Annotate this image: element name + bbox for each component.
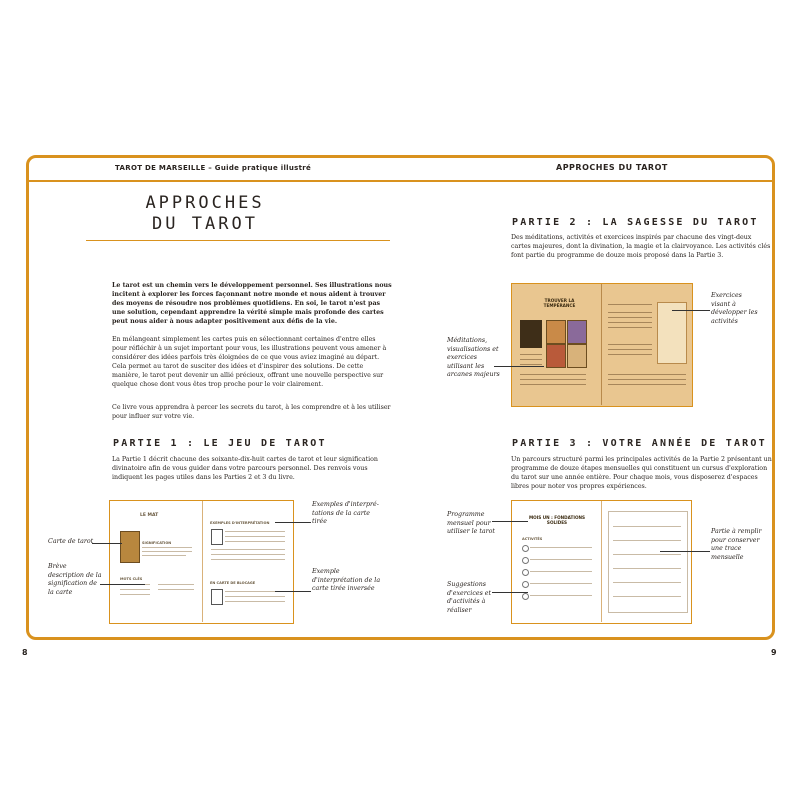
title-line-2: DU TAROT (152, 214, 258, 234)
preview-line (613, 596, 681, 597)
preview-sub-4: EN CARTE DE BLOCAGE (210, 581, 256, 585)
preview-line (142, 551, 192, 552)
partie2-heading: PARTIE 2 : LA SAGESSE DU TAROT (512, 217, 759, 228)
partie3-page-preview (511, 500, 692, 624)
preview-line (520, 359, 542, 360)
preview-line (225, 536, 285, 537)
preview-card-title: LE MAT (140, 513, 159, 518)
preview-line (225, 541, 285, 542)
preview-form (608, 511, 688, 613)
preview-line (120, 594, 150, 595)
preview-line (608, 384, 686, 385)
preview-line (613, 554, 681, 555)
preview-card-image (546, 320, 566, 344)
preview-section-title: TROUVER LA TEMPÉRANCE (543, 298, 576, 308)
note-examples-leader (275, 522, 311, 523)
page-number-right: 9 (771, 648, 777, 657)
preview-line (120, 589, 150, 590)
intro-paragraph-2: Ce livre vous apprendra à percer les secrets du tarot, à les comprendre et à les utiliser pour influer sur votre vie. (112, 404, 391, 420)
partie3-text: Un parcours structuré parmi les principales activités de la Partie 2 présentant un programme de douze étapes mensuelles qui constituent un cursus d'exploration du tarot sur une année entière. Pour chaque mois, vous disposerez d'espaces libres pour noter vos propres expériences. (511, 456, 772, 490)
preview-line (142, 547, 192, 548)
preview-card-image (120, 531, 140, 563)
preview-month-title: MOIS UN : FONDATIONS SOLIDES (528, 515, 586, 525)
preview-line (225, 531, 285, 532)
preview-sub-3: MOTS CLÉS (120, 577, 143, 581)
header-rule (28, 180, 773, 182)
header-left: TAROT DE MARSEILLE – Guide pratique illustré (115, 164, 312, 172)
preview-line (608, 374, 686, 375)
note-inverse-leader (275, 591, 311, 592)
intro-paragraph-1: En mélangeant simplement les cartes puis en sélectionnant certaines d'entre elles pour réfléchir à un sujet important pour vous, les illustrations peuvent vous amener à considérer des idées parfois très éloignées de ce que vous aviez imaginé au départ. Cela permet au tarot de susciter des idées et d'inspirer des solutions. De cette manière, le tarot peut devenir un allié précieux, offrant une nouvelle perspective sur quelque chose dont vous êtes trop proche pour le voir clairement. (112, 336, 387, 388)
preview-line (142, 555, 186, 556)
preview-gutter (601, 501, 602, 622)
note-fill-leader (660, 551, 710, 552)
preview-bullet (522, 593, 529, 600)
preview-line (613, 526, 681, 527)
preview-card-small (211, 529, 223, 545)
preview-gutter (601, 284, 602, 405)
preview-line (613, 582, 681, 583)
note-inverse: Exemple d'interprétation de la carte tirée inversée (312, 568, 381, 592)
preview-line (608, 344, 652, 345)
note-exercises: Exercices visant à développer les activités (711, 292, 758, 325)
preview-line (520, 379, 586, 380)
preview-card-image (546, 344, 566, 368)
preview-line (608, 312, 652, 313)
note-program: Programme mensuel pour utiliser le tarot (447, 511, 495, 535)
preview-line (608, 322, 652, 323)
preview-gutter (202, 501, 203, 622)
preview-line (211, 554, 285, 555)
preview-line (613, 540, 681, 541)
preview-activities: ACTIVITÉS (522, 537, 543, 541)
preview-sub-1: SIGNIFICATION (142, 541, 172, 545)
preview-line (530, 547, 592, 548)
partie1-text: La Partie 1 décrit chacune des soixante-dix-huit cartes de tarot et leur signification divinatoire afin de vous guider dans votre parcours personnel. Des renvois vous indiquent les pages utiles dans les Parties 2 et 3 du livre. (112, 456, 378, 481)
preview-line (608, 317, 652, 318)
preview-line (520, 354, 542, 355)
note-suggestions-leader (492, 592, 528, 593)
preview-line (608, 349, 652, 350)
preview-line (530, 595, 592, 596)
preview-dark-block (520, 320, 542, 348)
note-brief: Brève description de la signification de la carte (48, 563, 102, 596)
title-rule (86, 240, 390, 241)
preview-line (608, 379, 686, 380)
page-number-left: 8 (22, 648, 28, 657)
preview-sub-2: EXEMPLES D'INTERPRÉTATION (210, 521, 270, 525)
preview-line (520, 364, 542, 365)
note-fill: Partie à remplir pour conserver une trace mensuelle (711, 528, 762, 561)
preview-bullet (522, 581, 529, 588)
preview-sidebar-box (657, 302, 687, 364)
note-meditations-leader (494, 366, 544, 367)
note-exercises-leader (672, 310, 710, 311)
preview-bullet (522, 569, 529, 576)
preview-bullet (522, 557, 529, 564)
preview-line (608, 327, 652, 328)
note-card: Carte de tarot (48, 538, 94, 545)
partie1-page-preview (109, 500, 294, 624)
preview-line (225, 596, 285, 597)
intro-lead: Le tarot est un chemin vers le développement personnel. Ses illustrations nous incitent à explorer les forces façonnant notre monde et nous aident à trouver des moyens de résoudre nos problèmes quotidiens. En soi, le tarot n'est pas une solution, cependant apprendre la vérité simple mais profonde des cartes peut nous aider à nous adapter positivement aux défis de la vie. (112, 282, 392, 325)
partie1-heading: PARTIE 1 : LE JEU DE TAROT (113, 438, 327, 449)
preview-line (158, 584, 194, 585)
preview-card-image (567, 320, 587, 344)
preview-line (211, 549, 285, 550)
partie3-heading: PARTIE 3 : VOTRE ANNÉE DE TAROT (512, 438, 767, 449)
preview-line (520, 384, 586, 385)
preview-line (530, 583, 592, 584)
note-suggestions: Suggestions d'exercices et d'activités à réaliser (447, 581, 492, 614)
preview-line (211, 559, 285, 560)
partie2-text: Des méditations, activités et exercices inspirés par chacune des vingt-deux cartes majeures, dont la divination, la magie et la clairvoyance. Les activités clés font partie du programme de douze mois proposé dans la Partie 3. (511, 234, 771, 259)
preview-line (225, 601, 285, 602)
preview-line (608, 354, 652, 355)
note-card-leader (92, 543, 122, 544)
page-title (110, 193, 300, 235)
note-meditations: Méditations, visualisations et exercices utilisant les arcanes majeurs (447, 337, 500, 378)
preview-line (613, 568, 681, 569)
note-brief-leader (100, 584, 145, 585)
note-examples: Exemples d'interpré-tations de la carte tirée (312, 501, 379, 525)
preview-bullet (522, 545, 529, 552)
partie2-page-preview (511, 283, 693, 407)
preview-line (520, 374, 586, 375)
preview-line (608, 304, 652, 305)
preview-line (158, 589, 194, 590)
preview-card-small (211, 589, 223, 605)
title-line-1: APPROCHES (145, 193, 265, 213)
preview-line (530, 571, 592, 572)
header-right: APPROCHES DU TAROT (556, 163, 668, 172)
preview-card-image (567, 344, 587, 368)
note-program-leader (492, 521, 528, 522)
preview-line (530, 559, 592, 560)
